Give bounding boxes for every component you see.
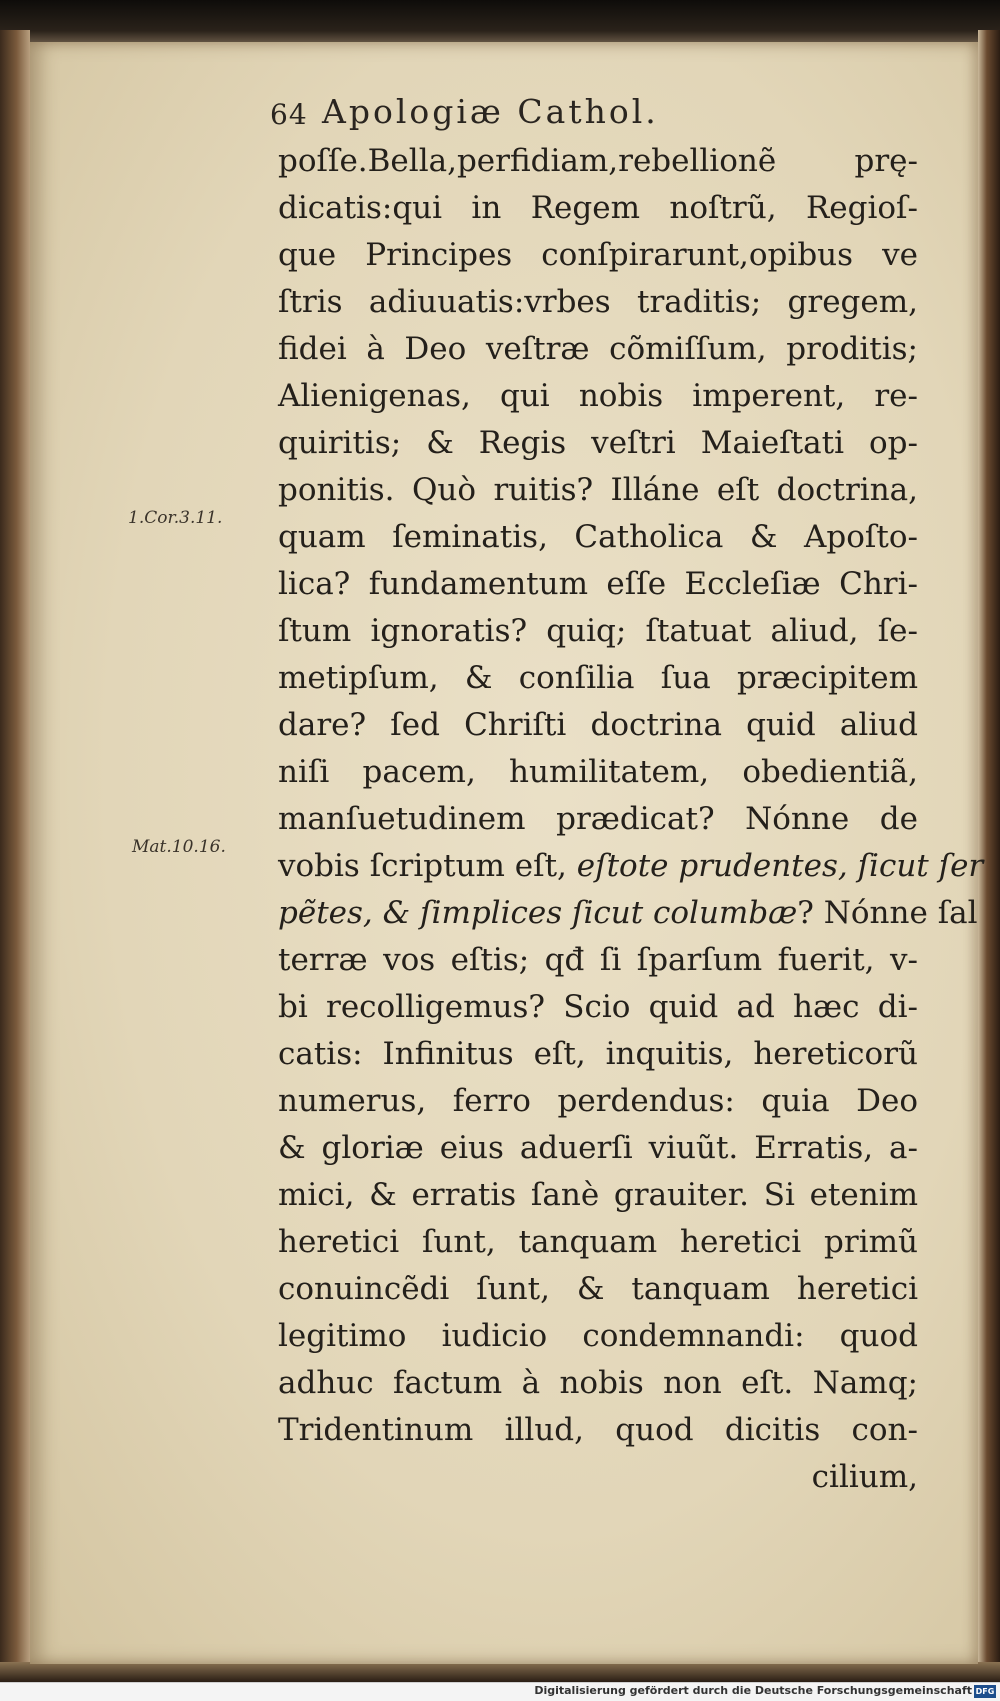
dfg-logo: DFG	[975, 1687, 995, 1696]
text-line	[278, 326, 918, 373]
text-line	[278, 1125, 918, 1172]
text-run: adhuc factum à nobis non eſt. Namq;	[278, 1365, 918, 1401]
text-run: conuincẽdi ſunt, & tanquam heretici	[278, 1271, 918, 1307]
text-run: vobis ſcriptum eſt,	[278, 848, 577, 884]
text-run: lica? fundamentum eſſe Eccleſiæ Chri-	[278, 566, 918, 602]
text-run: dare? ſed Chriſti doctrina quid aliud	[278, 707, 918, 743]
text-run: & gloriæ eius aduerſi viuũt. Erratis, a-	[278, 1130, 918, 1166]
text-line	[278, 608, 918, 655]
text-run: fidei à Deo veſtræ cõmiſſum, proditis;	[278, 331, 918, 367]
italic-quotation: pẽtes, & ſimplices ſicut columbæ	[278, 895, 798, 931]
text-run: legitimo iudicio condemnandi: quod	[278, 1318, 918, 1354]
running-head	[270, 92, 910, 132]
text-run: Alienigenas, qui nobis imperent, re-	[278, 378, 918, 414]
text-run: mici, & erratis ſanè grauiter. Si etenim	[278, 1177, 918, 1213]
text-line	[278, 796, 918, 843]
book-page	[30, 42, 984, 1664]
text-run: manſuetudinem prædicat? Nónne de	[278, 801, 918, 837]
text-run: poſſe.Bella,perfidiam,rebellionẽ prę-	[278, 143, 918, 179]
italic-quotation: eſtote prudentes, ſicut ſer	[576, 848, 984, 884]
text-line	[278, 1031, 918, 1078]
text-line	[278, 138, 918, 185]
text-run: quiritis; & Regis veſtri Maieſtati op-	[278, 425, 918, 461]
text-run: ponitis. Quò ruitis? Illáne eſt doctrina,	[278, 472, 918, 508]
text-run: cilium,	[811, 1459, 918, 1495]
text-run: que Principes conſpirarunt,opibus ve	[278, 237, 918, 273]
body-text	[278, 138, 984, 1501]
text-line	[278, 1360, 918, 1407]
text-line	[278, 185, 918, 232]
text-run: bi recolligemus? Scio quid ad hæc di-	[278, 989, 918, 1025]
text-line	[278, 843, 984, 890]
text-run: terræ vos eſtis; qđ ſi ſparſum fuerit, v-	[278, 942, 918, 978]
text-line	[278, 561, 918, 608]
text-run: numerus, ferro perdendus: quia Deo	[278, 1083, 918, 1119]
text-line	[278, 1266, 918, 1313]
page-number: 64	[270, 98, 308, 131]
book-edge-bottom	[0, 1662, 1000, 1682]
text-line	[278, 1313, 918, 1360]
book-edge-top	[0, 0, 1000, 44]
text-line	[278, 232, 918, 279]
text-line	[278, 373, 918, 420]
text-line	[278, 1407, 918, 1454]
text-run: metipſum, & conſilia ſua præcipitem	[278, 660, 918, 696]
text-line	[278, 937, 918, 984]
text-run: catis: Infinitus eſt, inquitis, hereticorũ	[278, 1036, 918, 1072]
text-line	[278, 514, 918, 561]
margin-note: Mat.10.16.	[132, 837, 226, 857]
margin-note: 1.Cor.3.11.	[128, 508, 223, 528]
text-line	[278, 1172, 918, 1219]
book-gutter	[0, 30, 30, 1670]
text-run: ſtum ignoratis? quiq; ſtatuat aliud, ſe-	[278, 613, 918, 649]
text-run: niſi pacem, humilitatem, obedientiã,	[278, 754, 918, 790]
text-line	[278, 1219, 918, 1266]
running-title: Apologiæ Cathol.	[322, 92, 659, 131]
text-line	[278, 749, 918, 796]
text-run: ? Nónne ſal	[797, 895, 978, 931]
text-line	[278, 655, 918, 702]
footer-bar	[0, 1682, 1000, 1701]
text-run: heretici ſunt, tanquam heretici primũ	[278, 1224, 918, 1260]
text-run: dicatis:qui in Regem noſtrũ, Regioſ-	[278, 190, 918, 226]
text-run: ſtris adiuuatis:vrbes traditis; gregem,	[278, 284, 918, 320]
text-line	[278, 1078, 918, 1125]
text-run: Tridentinum illud, quod dicitis con-	[278, 1412, 918, 1448]
text-line	[278, 1454, 918, 1501]
text-line	[278, 279, 918, 326]
text-run: quam ſeminatis, Catholica & Apoſto-	[278, 519, 918, 555]
text-line	[278, 702, 918, 749]
text-line	[278, 420, 918, 467]
text-line	[278, 890, 978, 937]
text-line	[278, 984, 918, 1031]
text-line	[278, 467, 918, 514]
funding-credit: Digitalisierung gefördert durch die Deutsche Forschungsgemeinschaft	[534, 1684, 972, 1697]
